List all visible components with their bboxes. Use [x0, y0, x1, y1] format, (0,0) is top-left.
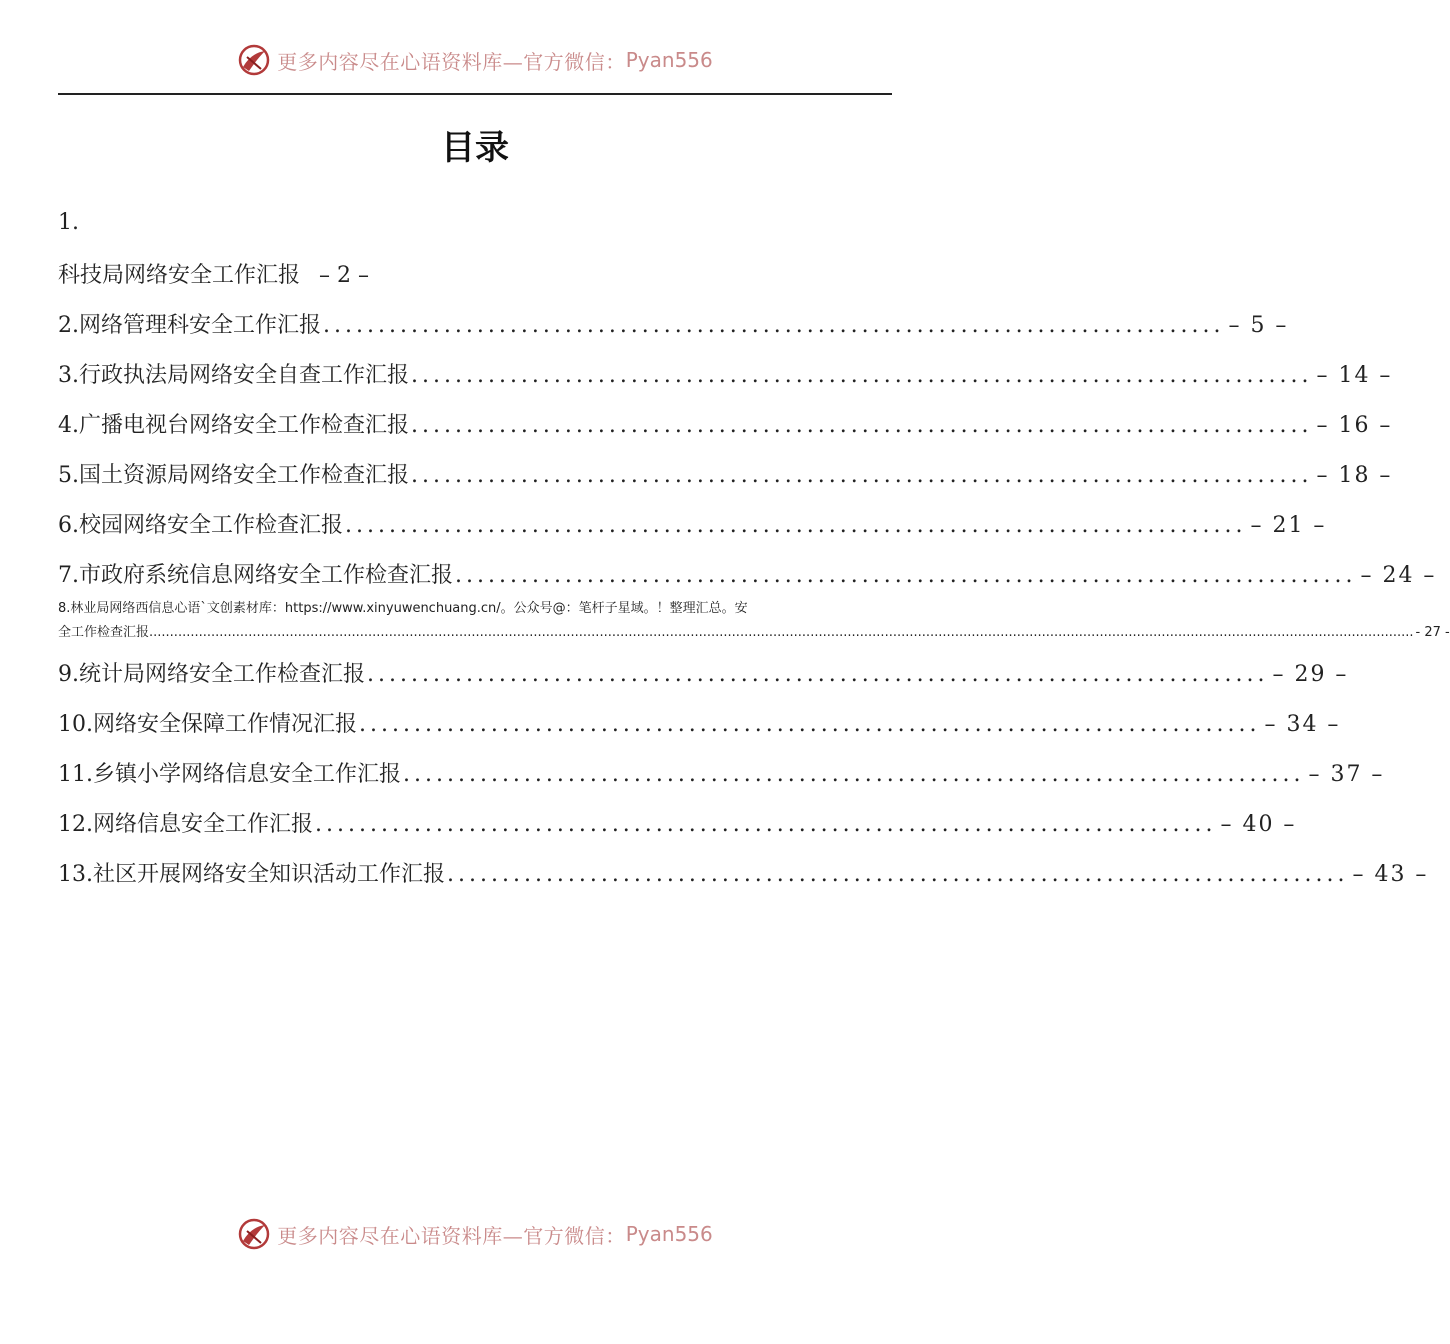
toc-item-1-number: 1. [58, 210, 79, 235]
toc-item[interactable] [58, 707, 1341, 739]
toc-leader: .................................................................................. [315, 812, 1217, 837]
toc-item[interactable] [58, 857, 1429, 889]
toc-item-page: – 21 – [1250, 513, 1327, 538]
toc-item-page: – 14 – [1316, 363, 1393, 388]
toc-leader: .................................................................................. [367, 662, 1269, 687]
toc-item[interactable] [58, 458, 1393, 490]
toc-item[interactable] [58, 508, 1327, 540]
toc-item[interactable] [58, 358, 1393, 390]
toc-leader: .................................................................................. [411, 463, 1313, 488]
toc-item[interactable] [58, 308, 1289, 340]
toc-item-8-line1: 8.林业局网络西信息心语`文创素材库：https://www.xinyuwenchuang.cn/。公众号@：笔杆子星域。！整理汇总。安 [58, 601, 748, 616]
toc-leader: .................................................................................. [455, 563, 1357, 588]
toc-item-1-page: – 2 – [319, 263, 369, 288]
header-banner [0, 36, 950, 84]
toc-item-label: 13.社区开展网络安全知识活动工作汇报 [58, 862, 445, 887]
toc-item-page: – 43 – [1352, 862, 1429, 887]
toc-item-1-label: 科技局网络安全工作汇报 [58, 263, 301, 288]
toc-item[interactable] [58, 558, 1437, 590]
toc-leader: .................................................................................................................................................................................................................................................................................................................. [149, 625, 1414, 640]
toc-item-page: – 34 – [1264, 712, 1341, 737]
toc-item-page: – 16 – [1316, 413, 1393, 438]
toc-item-label: 11.乡镇小学网络信息安全工作汇报 [58, 762, 401, 787]
toc-leader: .................................................................................. [411, 413, 1313, 438]
toc-leader: .................................................................................. [447, 862, 1349, 887]
toc-item-page: – 5 – [1228, 313, 1289, 338]
toc-item-label: 4.广播电视台网络安全工作检查汇报 [58, 413, 409, 438]
toc-item-label: 12.网络信息安全工作汇报 [58, 812, 313, 837]
toc-item-8-line2: 全工作检查汇报 [58, 625, 150, 640]
banner-text: 更多内容尽在心语资料库—官方微信： [277, 49, 626, 74]
page-title: 目录 [441, 128, 509, 168]
toc-item-page: – 18 – [1316, 463, 1393, 488]
toc-item[interactable] [58, 408, 1393, 440]
toc-leader: .................................................................................. [323, 313, 1225, 338]
toc-leader: .................................................................................. [403, 762, 1305, 787]
toc-item[interactable] [58, 757, 1385, 789]
toc-item-8-page: - 27 - [1415, 625, 1450, 640]
toc-item-8[interactable] [58, 597, 1450, 645]
toc-item-1[interactable] [58, 258, 369, 289]
toc-item[interactable] [58, 657, 1349, 689]
toc-leader: .................................................................................. [345, 513, 1247, 538]
toc-item-page: – 29 – [1272, 662, 1349, 687]
toc-item-label: 3.行政执法局网络安全自查工作汇报 [58, 363, 409, 388]
toc-leader: .................................................................................. [359, 712, 1261, 737]
logo-icon [237, 1217, 271, 1251]
toc-item-page: – 37 – [1308, 762, 1385, 787]
logo-icon [237, 43, 271, 77]
header-rule [58, 93, 892, 95]
toc-item-label: 6.校园网络安全工作检查汇报 [58, 513, 343, 538]
banner-wechat-id: Pyan556 [625, 48, 713, 72]
toc-item-label: 10.网络安全保障工作情况汇报 [58, 712, 357, 737]
banner-text: 更多内容尽在心语资料库—官方微信： [277, 1223, 626, 1248]
toc-leader: .................................................................................. [411, 363, 1313, 388]
banner-wechat-id: Pyan556 [625, 1222, 713, 1246]
toc-item[interactable] [58, 807, 1297, 839]
toc-item-label: 2.网络管理科安全工作汇报 [58, 313, 321, 338]
toc-item-page: – 40 – [1220, 812, 1297, 837]
toc-item-label: 9.统计局网络安全工作检查汇报 [58, 662, 365, 687]
toc-item-page: – 24 – [1360, 563, 1437, 588]
toc-item-label: 7.市政府系统信息网络安全工作检查汇报 [58, 563, 453, 588]
toc-item-label: 5.国土资源局网络安全工作检查汇报 [58, 463, 409, 488]
footer-banner [0, 1210, 950, 1258]
